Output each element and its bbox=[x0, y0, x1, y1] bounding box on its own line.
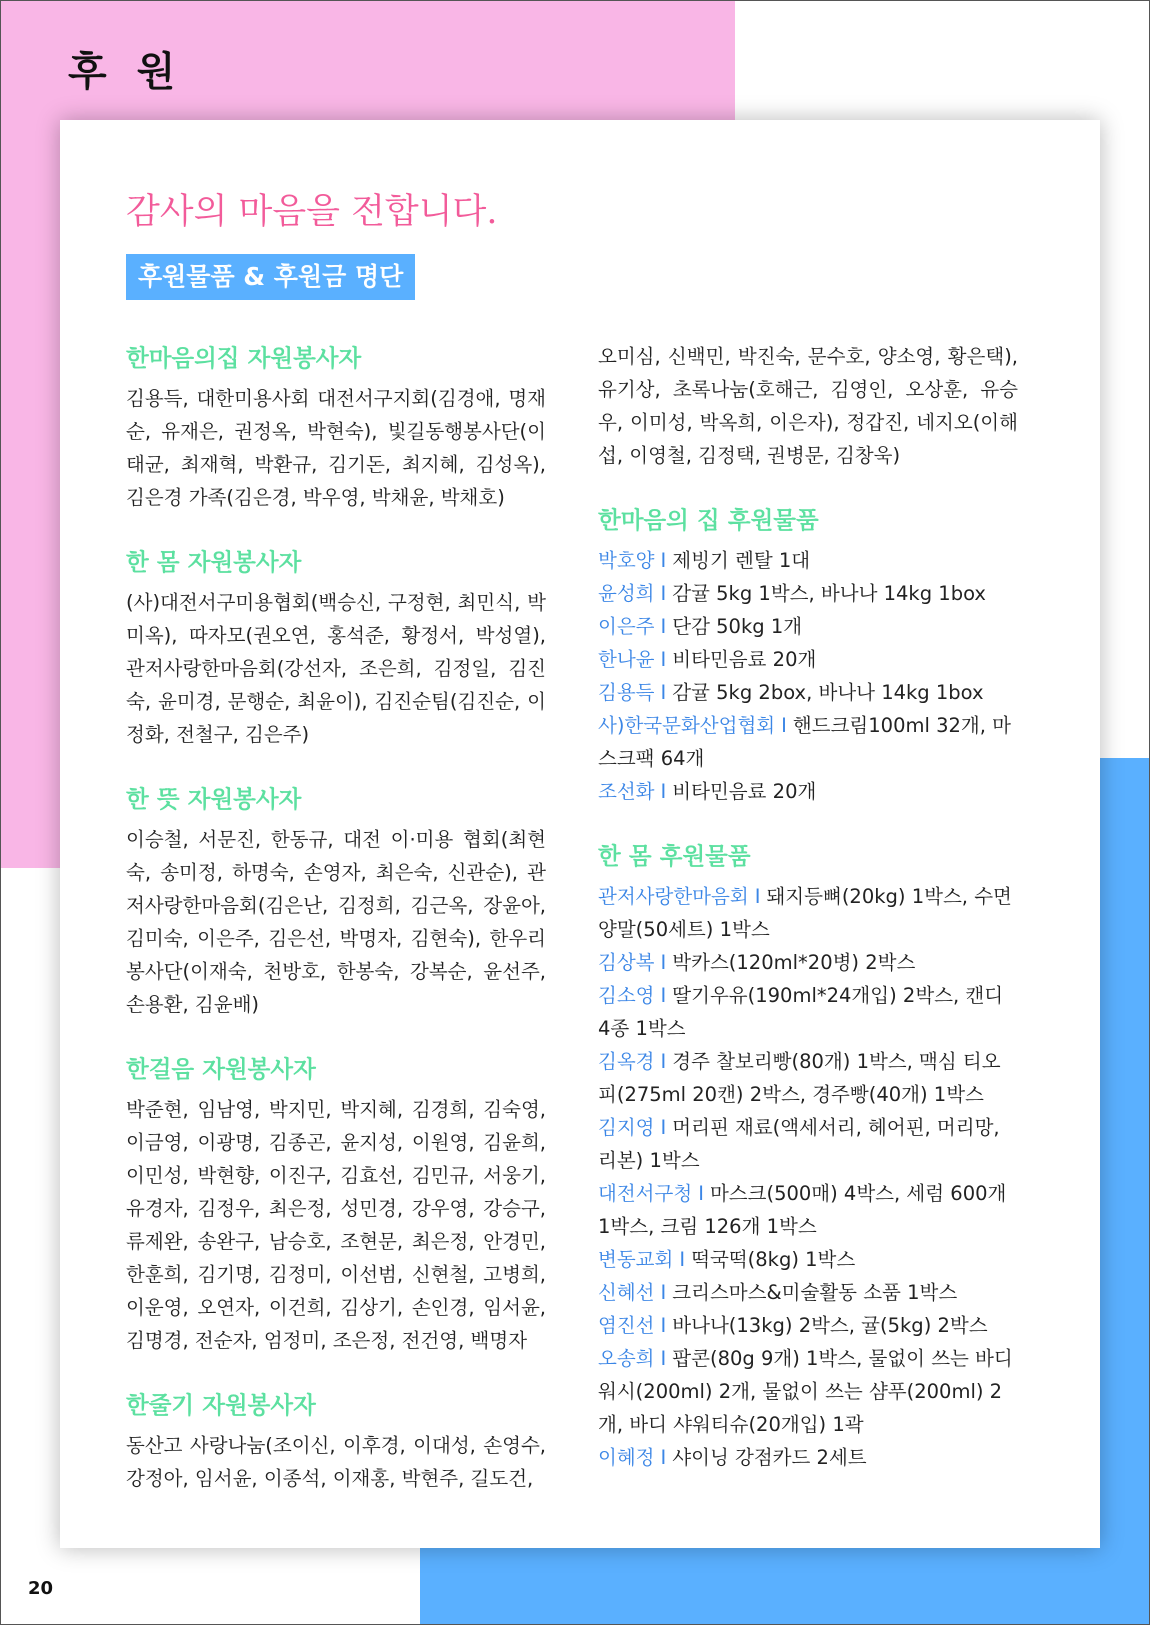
separator: I bbox=[660, 648, 667, 671]
separator: I bbox=[660, 549, 667, 572]
donation-row bbox=[598, 946, 1018, 979]
donation-row bbox=[598, 1309, 1018, 1342]
separator: I bbox=[660, 582, 667, 605]
donated-item: 제빙기 렌탈 1대 bbox=[672, 549, 811, 572]
separator: I bbox=[660, 1314, 667, 1337]
donor-name: 오송희 bbox=[598, 1347, 655, 1370]
separator: I bbox=[781, 714, 787, 737]
donation-row bbox=[598, 1177, 1018, 1243]
donated-item: 바나나(13kg) 2박스, 귤(5kg) 2박스 bbox=[672, 1314, 988, 1337]
donor-name: 한나윤 bbox=[598, 648, 655, 671]
separator: I bbox=[660, 1116, 667, 1139]
donation-row bbox=[598, 643, 1018, 676]
left-column bbox=[126, 340, 546, 1525]
volunteer-group bbox=[126, 1051, 546, 1357]
headline: 감사의 마음을 전합니다. bbox=[126, 192, 498, 232]
donation-row bbox=[598, 1111, 1018, 1177]
donor-name: 조선화 bbox=[598, 780, 655, 803]
donation-row bbox=[598, 1045, 1018, 1111]
donated-item: 단감 50kg 1개 bbox=[672, 615, 803, 638]
donor-name: 김소영 bbox=[598, 984, 655, 1007]
separator: I bbox=[660, 1347, 667, 1370]
volunteer-group bbox=[126, 340, 546, 514]
donated-item: 팝콘(80g 9개) 1박스, 물없이 쓰는 바디워시(200ml) 2개, 물없이 쓰는 샴푸(200ml) 2개, 바디 샤워티슈(20개입) 1곽 bbox=[598, 1347, 1013, 1436]
group-title: 한 몸 자원봉사자 bbox=[126, 548, 302, 576]
separator: I bbox=[698, 1182, 704, 1205]
donated-item: 경주 찰보리빵(80개) 1박스, 맥심 티오피(275ml 20캔) 2박스, 경주빵(40개) 1박스 bbox=[598, 1050, 1001, 1106]
donated-item: 비타민음료 20개 bbox=[672, 648, 817, 671]
donation-row bbox=[598, 1243, 1018, 1276]
donation-row bbox=[598, 880, 1018, 946]
donor-name: 사)한국문화산업협회 bbox=[598, 714, 776, 737]
donor-name: 김지영 bbox=[598, 1116, 655, 1139]
separator: I bbox=[660, 984, 667, 1007]
donor-name: 변동교회 bbox=[598, 1248, 674, 1271]
donated-item: 돼지등뼈(20kg) 1박스, 수면양말(50세트) 1박스 bbox=[598, 885, 1012, 941]
donation-row bbox=[598, 1276, 1018, 1309]
donor-name: 이은주 bbox=[598, 615, 655, 638]
donation-row bbox=[598, 1441, 1018, 1474]
donated-item: 떡국떡(8kg) 1박스 bbox=[691, 1248, 856, 1271]
donation-list bbox=[598, 544, 1018, 808]
donation-row bbox=[598, 775, 1018, 808]
donation-row bbox=[598, 610, 1018, 643]
right-column bbox=[598, 340, 1018, 1504]
separator: I bbox=[660, 615, 667, 638]
donor-name: 김용득 bbox=[598, 681, 655, 704]
donation-list bbox=[598, 880, 1018, 1474]
donated-item: 크리스마스&미술활동 소품 1박스 bbox=[672, 1281, 958, 1304]
donation-row bbox=[598, 979, 1018, 1045]
donor-name: 윤성희 bbox=[598, 582, 655, 605]
group-members: (사)대전서구미용협회(백승신, 구정현, 최민식, 박미옥), 따자모(권오연, 홍석준, 황정서, 박성열), 관저사랑한마음회(강선자, 조은희, 김정일, 김진숙, 윤미경, 문행순, 최윤이), 김진순팀(김진순, 이정화, 전철구, 김은주) bbox=[126, 591, 546, 746]
donated-item: 감귤 5kg 2box, 바나나 14kg 1box bbox=[672, 681, 984, 704]
separator: I bbox=[660, 681, 667, 704]
separator: I bbox=[660, 1446, 667, 1469]
donated-item: 마스크(500매) 4박스, 세럼 600개 1박스, 크림 126개 1박스 bbox=[598, 1182, 1007, 1238]
volunteer-group bbox=[126, 1387, 546, 1495]
donation-row bbox=[598, 577, 1018, 610]
donor-name: 관저사랑한마음회 bbox=[598, 885, 749, 908]
donor-name: 김옥경 bbox=[598, 1050, 655, 1073]
content-card bbox=[60, 120, 1100, 1548]
donated-item: 박카스(120ml*20병) 2박스 bbox=[672, 951, 916, 974]
group-title: 한마음의집 자원봉사자 bbox=[126, 344, 362, 372]
separator: I bbox=[660, 1050, 667, 1073]
donated-item: 핸드크림100ml 32개, 마스크팩 64개 bbox=[598, 714, 1011, 770]
section-title: 후 원 bbox=[68, 49, 184, 95]
group-title: 한마음의 집 후원물품 bbox=[598, 506, 819, 534]
volunteer-group bbox=[126, 781, 546, 1021]
donor-name: 염진선 bbox=[598, 1314, 655, 1337]
separator: I bbox=[660, 780, 667, 803]
group-members-continued: 오미심, 신백민, 박진숙, 문수호, 양소영, 황은택), 유기상, 초록나눔(호해근, 김영인, 오상훈, 유승우, 이미성, 박옥희, 이은자), 정갑진, 네지오(이해섭, 이영철, 김정택, 권병문, 김창욱) bbox=[598, 345, 1018, 467]
donated-item: 딸기우유(190ml*24개입) 2박스, 캔디 4종 1박스 bbox=[598, 984, 1004, 1040]
volunteer-group bbox=[126, 544, 546, 751]
list-label-box: 후원물품 & 후원금 명단 bbox=[126, 254, 415, 300]
group-title: 한 뜻 자원봉사자 bbox=[126, 785, 302, 813]
donor-name: 이혜정 bbox=[598, 1446, 655, 1469]
page-number: 20 bbox=[28, 1578, 54, 1599]
separator: I bbox=[754, 885, 761, 908]
group-title: 한줄기 자원봉사자 bbox=[126, 1391, 316, 1419]
group-title: 한걸음 자원봉사자 bbox=[126, 1055, 316, 1083]
group-members: 김용득, 대한미용사회 대전서구지회(김경애, 명재순, 유재은, 권정옥, 박현숙), 빛길동행봉사단(이태균, 최재혁, 박환규, 김기돈, 최지혜, 김성옥), 김은경 가족(김은경, 박우영, 박채윤, 박채호) bbox=[126, 387, 546, 509]
donated-item: 비타민음료 20개 bbox=[672, 780, 817, 803]
donated-item: 샤이닝 강점카드 2세트 bbox=[672, 1446, 867, 1469]
donation-row bbox=[598, 1342, 1018, 1441]
donor-name: 신혜선 bbox=[598, 1281, 655, 1304]
donor-name: 대전서구청 bbox=[598, 1182, 693, 1205]
donated-item: 감귤 5kg 1박스, 바나나 14kg 1box bbox=[672, 582, 986, 605]
group-members: 이승철, 서문진, 한동규, 대전 이·미용 협회(최현숙, 송미정, 하명숙, 손영자, 최은숙, 신관순), 관저사랑한마음회(김은난, 김정희, 김근옥, 장윤아, 김미숙, 이은주, 김은선, 박명자, 김현숙), 한우리 봉사단(이재숙, 천방호, 한봉숙, 강복순, 윤선주, 손용환, 김윤배) bbox=[126, 828, 546, 1016]
donation-row bbox=[598, 544, 1018, 577]
donation-row bbox=[598, 709, 1018, 775]
separator: I bbox=[660, 951, 667, 974]
donor-name: 박호양 bbox=[598, 549, 655, 572]
group-members: 박준현, 임남영, 박지민, 박지혜, 김경희, 김숙영, 이금영, 이광명, 김종곤, 윤지성, 이원영, 김윤희, 이민성, 박현향, 이진구, 김효선, 김민규, 서웅기, 유경자, 김정우, 최은정, 성민경, 강우영, 강승구, 류제완, 송완구, 남승호, 조현문, 최은정, 안경민, 한훈희, 김기명, 김정미, 이선범, 신현철, 고병희, 이운영, 오연자, 이건희, 김상기, 손인경, 임서윤, 김명경, 전순자, 엄정미, 조은정, 전건영, 백명자 bbox=[126, 1098, 546, 1352]
separator: I bbox=[679, 1248, 686, 1271]
group-title: 한 몸 후원물품 bbox=[598, 842, 751, 870]
separator: I bbox=[660, 1281, 667, 1304]
donor-name: 김상복 bbox=[598, 951, 655, 974]
donated-item: 머리핀 재료(액세서리, 헤어핀, 머리망, 리본) 1박스 bbox=[598, 1116, 1000, 1172]
group-members: 동산고 사랑나눔(조이신, 이후경, 이대성, 손영수, 강정아, 임서윤, 이종석, 이재홍, 박현주, 길도건, bbox=[126, 1434, 546, 1490]
donation-row bbox=[598, 676, 1018, 709]
